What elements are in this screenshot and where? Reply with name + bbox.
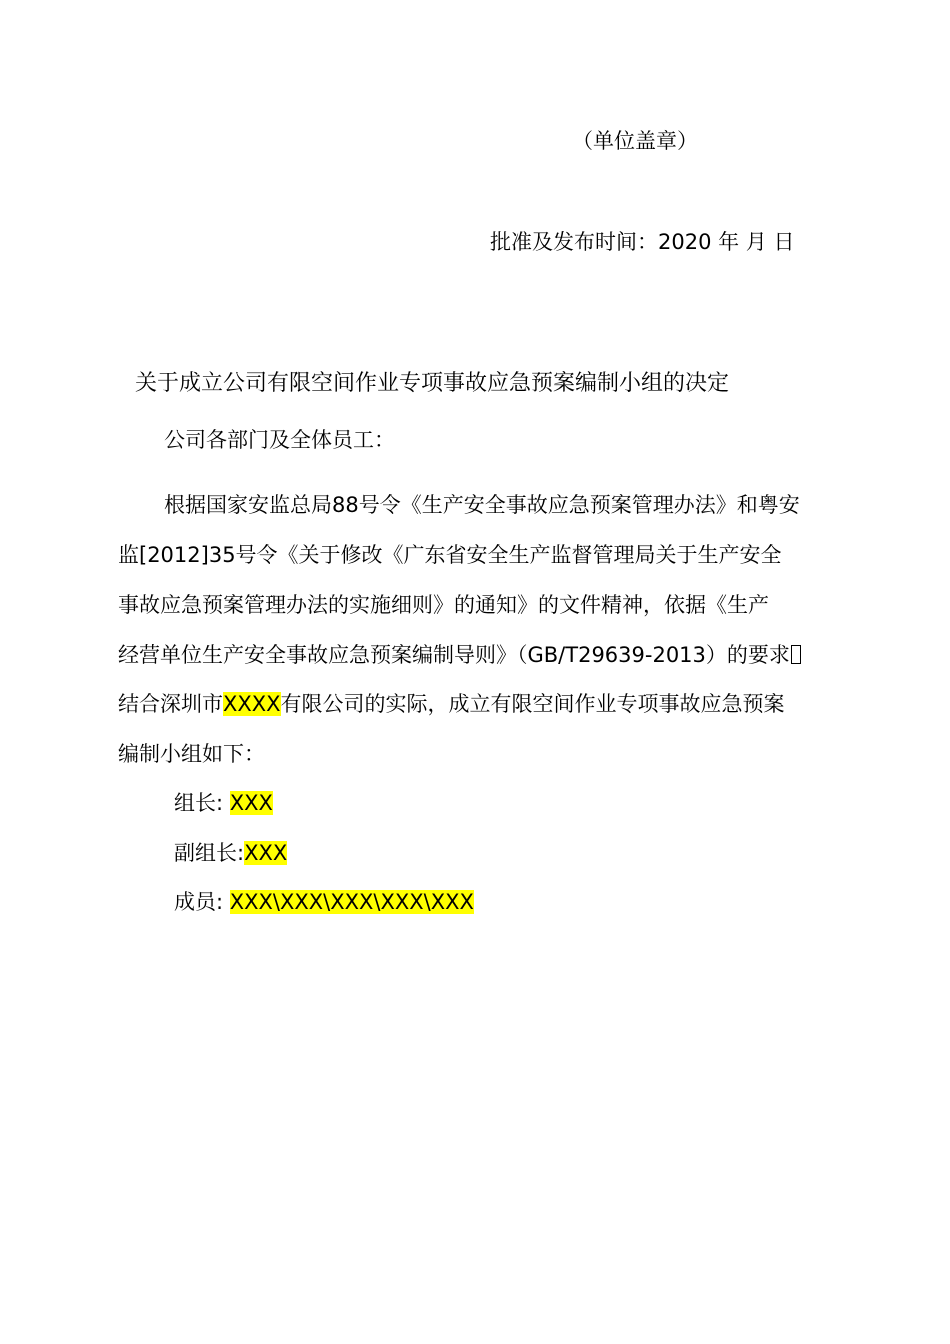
members-label: 成员: bbox=[174, 890, 230, 914]
leader-value: XXX bbox=[229, 791, 273, 815]
members-row bbox=[174, 888, 474, 916]
missing-glyph-box bbox=[791, 645, 801, 664]
deputy-leader-value: XXX bbox=[244, 841, 288, 865]
body-line-3: 事故应急预案管理办法的实施细则》的通知》的文件精神，依据《生产 bbox=[118, 593, 769, 617]
salutation: 公司各部门及全体员工： bbox=[164, 428, 395, 452]
seal-placeholder: （单位盖章） bbox=[572, 129, 698, 153]
leader-row bbox=[174, 789, 273, 817]
body-line-1: 根据国家安监总局88号令《生产安全事故应急预案管理办法》和粤安 bbox=[164, 493, 800, 517]
body-line-5-post: 有限公司的实际，成立有限空间作业专项事故应急预案 bbox=[280, 692, 785, 716]
members-value: XXX\XXX\XXX\XXX\XXX bbox=[229, 890, 474, 914]
company-name-placeholder: XXXX bbox=[223, 692, 281, 716]
body-line-5-pre: 结合深圳市 bbox=[118, 692, 223, 716]
body-line-4-text: 经营单位生产安全事故应急预案编制导则》（GB/T29639-2013）的要求 bbox=[118, 643, 790, 667]
deputy-leader-label: 副组长: bbox=[174, 841, 245, 865]
body-line-2: 监[2012]35号令《关于修改《广东省安全生产监督管理局关于生产安全 bbox=[118, 543, 782, 567]
body-line-5 bbox=[118, 690, 785, 718]
leader-label: 组长: bbox=[174, 791, 230, 815]
body-line-4 bbox=[118, 641, 801, 669]
approval-date: 批准及发布时间：2020 年 月 日 bbox=[490, 230, 795, 254]
body-line-6: 编制小组如下： bbox=[118, 742, 265, 766]
document-title: 关于成立公司有限空间作业专项事故应急预案编制小组的决定 bbox=[135, 371, 730, 396]
deputy-leader-row bbox=[174, 839, 287, 867]
